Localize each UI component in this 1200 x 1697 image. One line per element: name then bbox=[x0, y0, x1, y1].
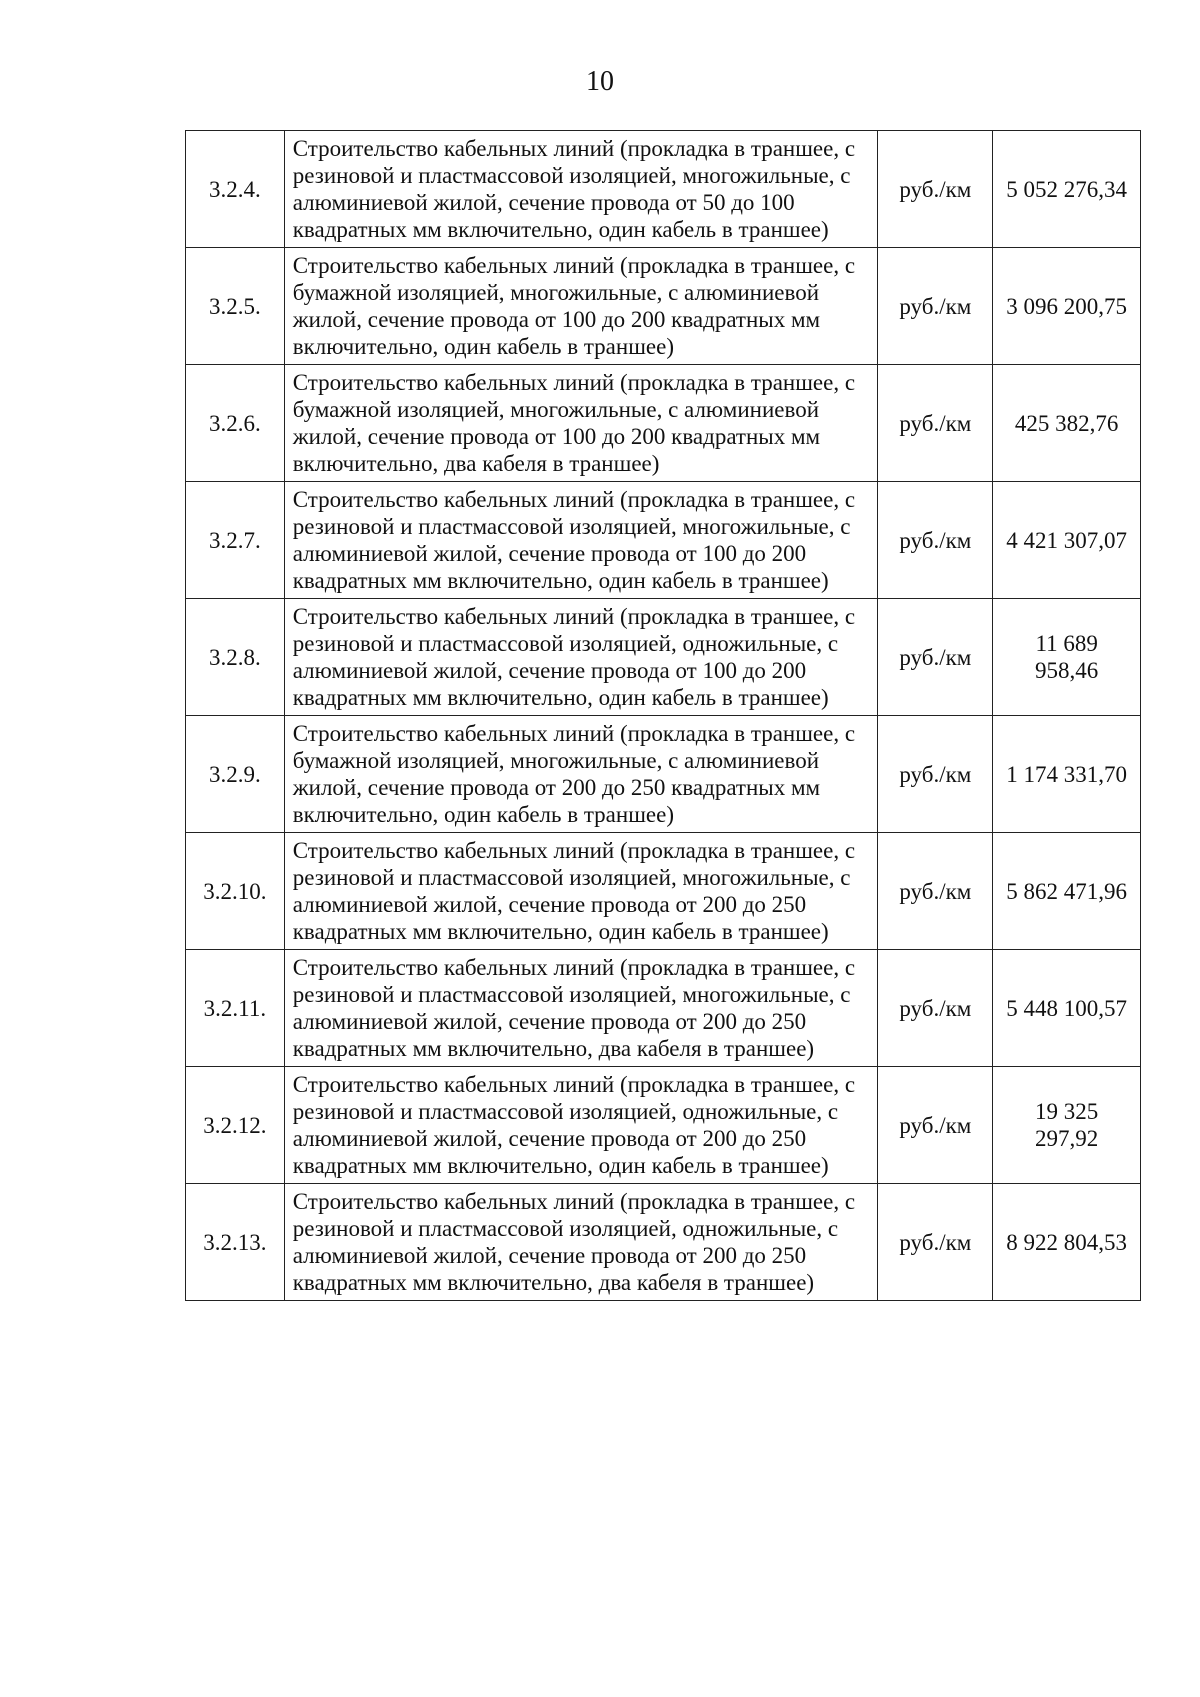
row-number: 3.2.13. bbox=[186, 1184, 285, 1301]
row-unit: руб./км bbox=[878, 950, 993, 1067]
row-number: 3.2.9. bbox=[186, 716, 285, 833]
row-value: 11 689 958,46 bbox=[993, 599, 1141, 716]
row-number: 3.2.7. bbox=[186, 482, 285, 599]
row-unit: руб./км bbox=[878, 1067, 993, 1184]
table-row bbox=[186, 131, 1141, 248]
row-value: 19 325 297,92 bbox=[993, 1067, 1141, 1184]
row-unit: руб./км bbox=[878, 482, 993, 599]
row-value: 5 052 276,34 bbox=[993, 131, 1141, 248]
row-unit: руб./км bbox=[878, 716, 993, 833]
row-number: 3.2.6. bbox=[186, 365, 285, 482]
table-row bbox=[186, 950, 1141, 1067]
row-number: 3.2.12. bbox=[186, 1067, 285, 1184]
row-unit: руб./км bbox=[878, 1184, 993, 1301]
row-unit: руб./км bbox=[878, 131, 993, 248]
row-value: 4 421 307,07 bbox=[993, 482, 1141, 599]
table-row bbox=[186, 833, 1141, 950]
row-description: Строительство кабельных линий (прокладка в траншее, с резиновой и пластмассовой изоляцией, многожильные, с алюминиевой жилой, сечение провода от 200 до 250 квадратных мм включительно, один кабель в траншее) bbox=[284, 833, 878, 950]
row-unit: руб./км bbox=[878, 248, 993, 365]
row-description: Строительство кабельных линий (прокладка в траншее, с бумажной изоляцией, многожильные, с алюминиевой жилой, сечение провода от 100 до 200 квадратных мм включительно, два кабеля в траншее) bbox=[284, 365, 878, 482]
row-number: 3.2.10. bbox=[186, 833, 285, 950]
row-number: 3.2.8. bbox=[186, 599, 285, 716]
row-unit: руб./км bbox=[878, 599, 993, 716]
table-row bbox=[186, 1067, 1141, 1184]
row-unit: руб./км bbox=[878, 833, 993, 950]
page-number: 10 bbox=[586, 66, 614, 97]
row-value: 1 174 331,70 bbox=[993, 716, 1141, 833]
row-description: Строительство кабельных линий (прокладка в траншее, с резиновой и пластмассовой изоляцией, одножильные, с алюминиевой жилой, сечение провода от 100 до 200 квадратных мм включительно, один кабель в траншее) bbox=[284, 599, 878, 716]
row-number: 3.2.5. bbox=[186, 248, 285, 365]
row-description: Строительство кабельных линий (прокладка в траншее, с резиновой и пластмассовой изоляцией, одножильные, с алюминиевой жилой, сечение провода от 200 до 250 квадратных мм включительно, один кабель в траншее) bbox=[284, 1067, 878, 1184]
tariff-table bbox=[185, 130, 1141, 1301]
table-row bbox=[186, 1184, 1141, 1301]
row-description: Строительство кабельных линий (прокладка в траншее, с резиновой и пластмассовой изоляцией, многожильные, с алюминиевой жилой, сечение провода от 100 до 200 квадратных мм включительно, один кабель в траншее) bbox=[284, 482, 878, 599]
row-description: Строительство кабельных линий (прокладка в траншее, с бумажной изоляцией, многожильные, с алюминиевой жилой, сечение провода от 100 до 200 квадратных мм включительно, один кабель в траншее) bbox=[284, 248, 878, 365]
row-description: Строительство кабельных линий (прокладка в траншее, с резиновой и пластмассовой изоляцией, одножильные, с алюминиевой жилой, сечение провода от 200 до 250 квадратных мм включительно, два кабеля в траншее) bbox=[284, 1184, 878, 1301]
table-row bbox=[186, 365, 1141, 482]
row-unit: руб./км bbox=[878, 365, 993, 482]
table-row bbox=[186, 716, 1141, 833]
row-value: 8 922 804,53 bbox=[993, 1184, 1141, 1301]
row-value: 3 096 200,75 bbox=[993, 248, 1141, 365]
row-number: 3.2.11. bbox=[186, 950, 285, 1067]
row-value: 5 448 100,57 bbox=[993, 950, 1141, 1067]
table-row bbox=[186, 482, 1141, 599]
table-row bbox=[186, 599, 1141, 716]
row-description: Строительство кабельных линий (прокладка в траншее, с резиновой и пластмассовой изоляцией, многожильные, с алюминиевой жилой, сечение провода от 50 до 100 квадратных мм включительно, один кабель в траншее) bbox=[284, 131, 878, 248]
row-number: 3.2.4. bbox=[186, 131, 285, 248]
table-row bbox=[186, 248, 1141, 365]
row-value: 425 382,76 bbox=[993, 365, 1141, 482]
row-description: Строительство кабельных линий (прокладка в траншее, с резиновой и пластмассовой изоляцией, многожильные, с алюминиевой жилой, сечение провода от 200 до 250 квадратных мм включительно, два кабеля в траншее) bbox=[284, 950, 878, 1067]
row-description: Строительство кабельных линий (прокладка в траншее, с бумажной изоляцией, многожильные, с алюминиевой жилой, сечение провода от 200 до 250 квадратных мм включительно, один кабель в траншее) bbox=[284, 716, 878, 833]
row-value: 5 862 471,96 bbox=[993, 833, 1141, 950]
